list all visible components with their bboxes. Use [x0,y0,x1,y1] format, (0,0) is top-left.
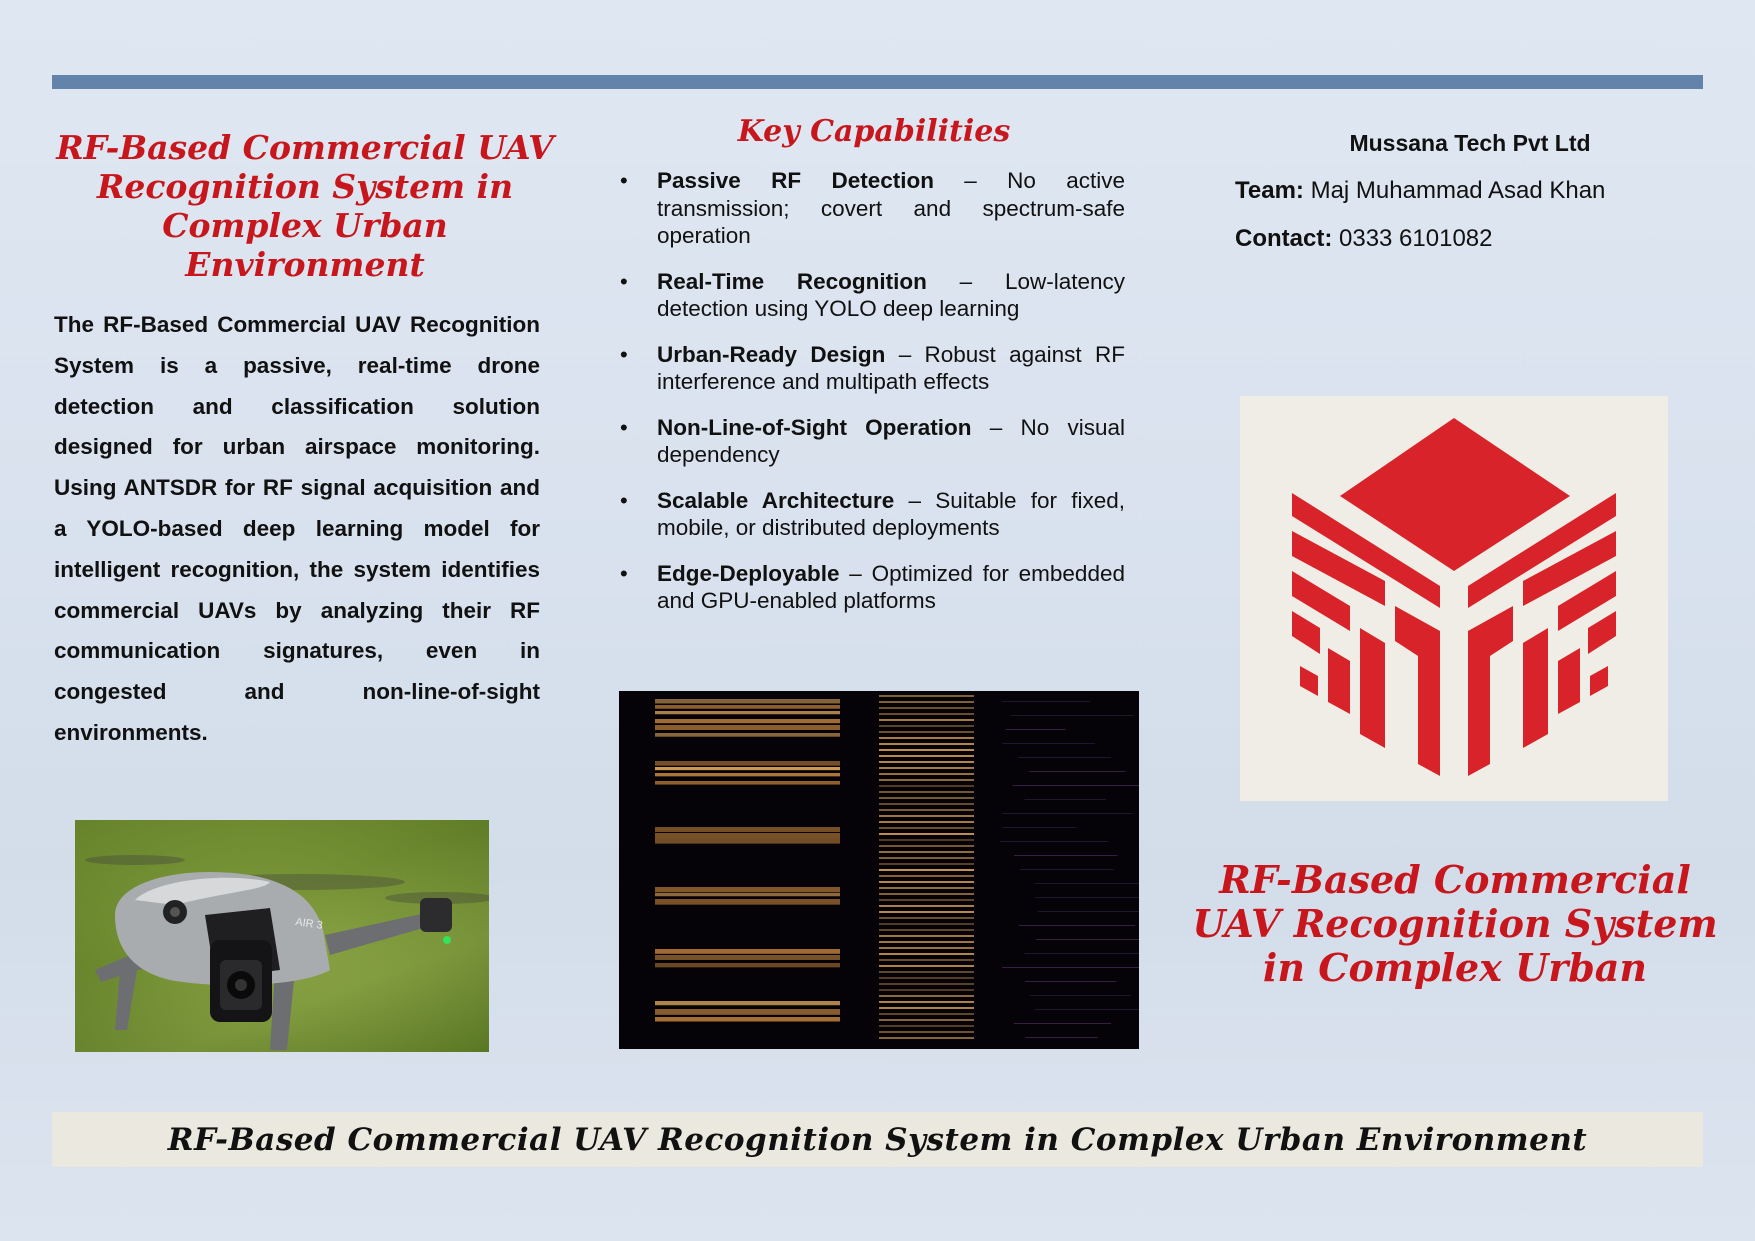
spectrogram-band [655,761,840,766]
spectrogram-band [655,1017,840,1021]
spectrogram-band [879,1037,974,1039]
spectrogram-band [879,821,974,823]
spectrogram-band [879,755,974,757]
drone-photo [75,820,489,1052]
spectrogram-band [879,731,974,733]
banner-title: RF-Based Commercial UAV Recognition System in Complex Urban Environment [167,1121,1588,1158]
spectrogram-band [879,767,974,769]
spectrogram-band [655,899,840,905]
spectrogram-band [879,803,974,805]
contact-line [1235,225,1705,253]
capability-name: Passive RF Detection [657,168,934,193]
spectrogram-trace [1002,813,1132,814]
spectrogram-band [879,749,974,751]
spectrogram-trace [1019,925,1135,926]
spectrogram-band [879,899,974,901]
contact-value: 0333 6101082 [1339,225,1493,252]
spectrogram-band [879,743,974,745]
spectrogram-band [879,935,974,937]
company-logo [1240,396,1668,801]
spectrogram-band [655,719,840,723]
spectrogram-band [879,725,974,727]
spectrogram-band [655,767,840,770]
spectrogram-band [655,893,840,896]
spectrogram-band [879,791,974,793]
spectrogram-band [879,941,974,943]
spectrogram-band [879,947,974,949]
spectrogram-band [879,785,974,787]
spectrogram-band [655,1009,840,1015]
bullet-icon: • [620,560,628,586]
capability-description: – Optimized for embedded and GPU-enabled platforms [657,560,1125,613]
top-accent-bar [52,75,1703,89]
spectrogram-trace [1025,1037,1097,1038]
spectrogram-band [655,839,840,844]
team-label: Team: [1235,177,1304,204]
bullet-icon: • [620,414,628,440]
spectrogram-band [879,851,974,853]
capability-description: – Suitable for fixed, mobile, or distributed deployments [657,487,1126,540]
spectrogram-band [879,773,974,775]
capability-name: Non-Line-of-Sight Operation [657,414,972,440]
drone-illustration [75,820,489,1052]
spectrogram-trace [1002,827,1077,828]
capability-item [620,560,1125,615]
spectrogram-band [879,713,974,715]
spectrogram-trace [1006,729,1066,730]
spectrogram-band [879,929,974,931]
spectrogram-band [655,699,840,703]
capability-item [620,167,1125,250]
spectrogram-trace [1024,953,1139,954]
spectrogram-band [879,1025,974,1027]
spectrogram-trace [1025,981,1116,982]
red-cube-logo-icon [1240,396,1668,801]
spectrogram-band [879,719,974,721]
spectrogram-band [655,949,840,954]
team-line [1235,177,1705,205]
spectrogram-band [879,905,974,907]
team-value: Maj Muhammad Asad Khan [1310,177,1606,204]
spectrogram-band [879,833,974,835]
spectrogram-trace [1036,939,1139,940]
company-name-text: Mussana Tech Pvt Ltd [1349,130,1591,156]
capability-description: – Low-latency detection using YOLO deep learning [657,268,1125,321]
key-capabilities-title: Key Capabilities [737,114,1011,149]
left-panel-title: RF-Based Commercial UAV Recognition System in Complex Urban Environment [56,128,554,284]
bullet-icon: • [620,268,628,294]
spectrogram-trace [1002,743,1094,744]
spectrogram-band [879,797,974,799]
spectrogram-band [655,955,840,960]
spectrogram-band [879,911,974,913]
spectrogram-band [879,1001,974,1003]
spectrogram-trace [1013,785,1139,786]
spectrogram-band [879,701,974,703]
spectrogram-band [879,995,974,997]
spectrogram-band [879,875,974,877]
spectrogram-band [879,869,974,871]
spectrogram-trace [1035,883,1139,884]
spectrogram-band [879,977,974,979]
spectrogram-band [879,857,974,859]
spectrogram-band [879,1013,974,1015]
contact-label: Contact: [1235,225,1333,252]
capability-item [620,414,1125,469]
spectrogram-band [655,733,840,737]
spectrogram-band [879,1019,974,1021]
system-description: The RF-Based Commercial UAV Recognition System is a passive, real-time drone detection and classification solution designed for urban airspace monitoring. Using ANTSDR for RF signal acquisition and a YOLO-based deep learning model for intelligent recognition, the system identifies commercial UAVs by analyzing their RF communication signatures, even in congested and non-line-of-sight environments. [54,312,540,745]
spectrogram-trace [1020,869,1114,870]
spectrogram-graphic [619,691,1139,1049]
spectrogram-band [879,959,974,961]
spectrogram-band [879,737,974,739]
spectrogram-band [879,1007,974,1009]
capability-name: Scalable Architecture [657,487,895,513]
spectrogram-trace [1034,1009,1139,1010]
spectrogram-band [879,893,974,895]
spectrogram-band [879,989,974,991]
spectrogram-trace [1035,897,1139,898]
spectrogram-trace [1025,799,1106,800]
capability-description: – Robust against RF interference and multipath effects [657,341,1125,394]
spectrogram-band [879,1031,974,1033]
spectrogram-trace [1029,771,1125,772]
spectrogram-band [879,815,974,817]
capability-description: – No active transmission; covert and spectrum-safe operation [657,168,1125,248]
bullet-icon: • [620,168,628,193]
bullet-icon: • [620,487,628,513]
spectrogram-band [879,863,974,865]
bullet-icon: • [620,341,628,367]
spectrogram-band [655,711,840,714]
spectrogram-band [879,761,974,763]
spectrogram-band [655,1001,840,1005]
capability-name: Urban-Ready Design [657,341,886,367]
spectrogram-band [655,827,840,832]
spectrogram-band [879,779,974,781]
spectrogram-band [655,833,840,839]
spectrogram-band [879,881,974,883]
spectrogram-band [879,845,974,847]
rf-spectrogram-image [619,691,1139,1049]
spectrogram-trace [1000,841,1108,842]
spectrogram-band [879,839,974,841]
spectrogram-band [879,695,974,697]
spectrogram-trace [1018,757,1111,758]
capability-item [620,341,1125,396]
spectrogram-band [879,923,974,925]
spectrogram-band [879,965,974,967]
spectrogram-trace [1002,701,1090,702]
spectrogram-band [879,809,974,811]
spectrogram-band [655,705,840,709]
capability-item [620,487,1125,542]
spectrogram-band [879,827,974,829]
spectrogram-band [655,781,840,785]
spectrogram-band [879,953,974,955]
bottom-banner [52,1112,1703,1167]
spectrogram-band [655,725,840,730]
drone-model-label: AIR 3 [294,916,324,932]
spectrogram-trace [1038,911,1139,912]
spectrogram-trace [1002,967,1139,968]
spectrogram-trace [1014,1023,1111,1024]
capability-name: Edge-Deployable [657,560,840,586]
spectrogram-band [655,773,840,776]
capability-name: Real-Time Recognition [657,268,927,294]
company-name [1235,130,1705,157]
spectrogram-band [879,917,974,919]
spectrogram-trace [1014,855,1117,856]
capability-item [620,268,1125,323]
spectrogram-band [879,887,974,889]
spectrogram-trace [1030,995,1130,996]
spectrogram-band [879,983,974,985]
right-panel-title: RF-Based Commercial UAV Recognition System in Complex Urban [1192,857,1718,990]
capability-description: – No visual dependency [657,414,1125,467]
spectrogram-trace [1011,715,1134,716]
spectrogram-band [879,971,974,973]
spectrogram-band [879,707,974,709]
capabilities-list [620,167,1125,633]
spectrogram-band [655,963,840,967]
spectrogram-band [655,887,840,892]
